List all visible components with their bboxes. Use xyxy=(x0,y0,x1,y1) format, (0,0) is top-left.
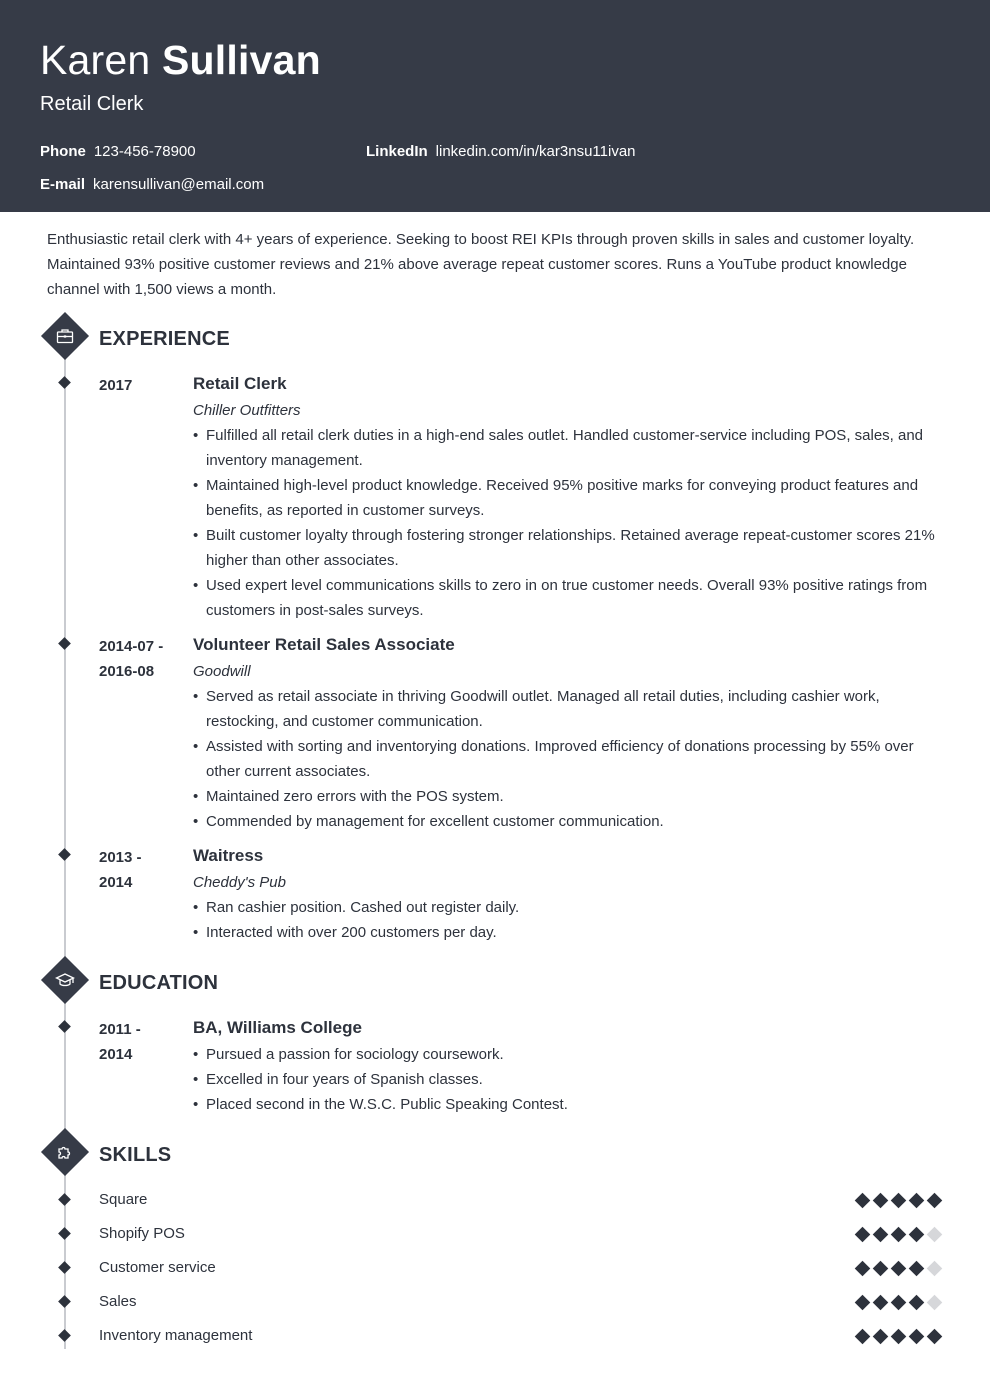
job-bullets xyxy=(193,423,943,623)
job-entry xyxy=(193,844,943,945)
skill-rating xyxy=(857,1329,953,1343)
rating-diamond-filled xyxy=(909,1193,925,1209)
timeline-marker xyxy=(58,1193,71,1206)
rating-diamond-filled xyxy=(873,1329,889,1345)
bullet-item: • Maintained zero errors with the POS system. xyxy=(193,784,943,809)
timeline-marker xyxy=(58,637,71,650)
timeline-marker xyxy=(58,848,71,861)
company-name: Cheddy's Pub xyxy=(193,874,286,891)
bullet-item: • Assisted with sorting and inventorying donations. Improved efficiency of donations processing by 55% over other current associates. xyxy=(193,734,943,784)
date-end: 2014 xyxy=(99,1046,133,1063)
job-title: Volunteer Retail Sales Associate xyxy=(193,635,455,654)
bullet-item: • Built customer loyalty through fostering stronger relationships. Retained average repeat-customer scores 21% higher than other associates. xyxy=(193,523,943,573)
graduation-cap-icon xyxy=(50,965,80,995)
rating-diamond-filled xyxy=(891,1193,907,1209)
skill-rating xyxy=(857,1193,953,1207)
section-title-skills: SKILLS xyxy=(99,1144,172,1166)
job-entry xyxy=(193,372,943,623)
skill-name: Inventory management xyxy=(99,1327,253,1344)
rating-diamond-filled xyxy=(873,1227,889,1243)
bullet-item: • Commended by management for excellent customer communication. xyxy=(193,809,943,834)
rating-diamond-filled xyxy=(855,1227,871,1243)
skill-rating xyxy=(857,1227,953,1241)
skill-name: Square xyxy=(99,1191,148,1208)
email-label: E-mail xyxy=(40,176,86,193)
resume-header xyxy=(0,0,990,212)
bullet-item: • Used expert level communications skills to zero in on true customer needs. Overall 93% positive ratings from customers in post-sales surveys. xyxy=(193,573,943,623)
date-end: 2016-08 xyxy=(99,663,155,680)
job-entry xyxy=(193,633,943,834)
rating-diamond-empty xyxy=(927,1261,943,1277)
rating-diamond-filled xyxy=(909,1227,925,1243)
profile-summary: Enthusiastic retail clerk with 4+ years of experience. Seeking to boost REI KPIs through proven skills in sales and customer loyalty. Maintained 93% positive customer reviews and 21% above average repeat customer scores. Runs a YouTube product knowledge channel with 1,500 views a month. xyxy=(47,231,915,298)
linkedin-link[interactable]: linkedin.com/in/kar3nsu11ivan xyxy=(435,143,636,160)
timeline-marker xyxy=(58,376,71,389)
bullet-item: • Pursued a passion for sociology coursework. xyxy=(193,1042,943,1067)
rating-diamond-filled xyxy=(873,1261,889,1277)
rating-diamond-filled xyxy=(909,1329,925,1345)
job-title: Waitress xyxy=(193,846,264,865)
email-link[interactable]: karensullivan@email.com xyxy=(93,176,265,193)
job-date xyxy=(99,373,185,398)
rating-diamond-filled xyxy=(891,1261,907,1277)
rating-diamond-filled xyxy=(855,1261,871,1277)
contact-linkedin xyxy=(366,142,636,162)
timeline-marker xyxy=(58,1295,71,1308)
education-date xyxy=(99,1017,185,1067)
rating-diamond-empty xyxy=(927,1227,943,1243)
degree-title: BA, Williams College xyxy=(193,1018,362,1037)
last-name: Sullivan xyxy=(162,37,321,83)
bullet-item: • Placed second in the W.S.C. Public Speaking Contest. xyxy=(193,1092,943,1117)
contact-phone xyxy=(40,142,196,162)
skill-rating xyxy=(857,1295,953,1309)
rating-diamond-filled xyxy=(909,1261,925,1277)
bullet-item: • Interacted with over 200 customers per day. xyxy=(193,920,943,945)
rating-diamond-filled xyxy=(927,1193,943,1209)
date-end: 2014 xyxy=(99,874,133,891)
rating-diamond-filled xyxy=(873,1295,889,1311)
bullet-item: • Ran cashier position. Cashed out register daily. xyxy=(193,895,943,920)
puzzle-icon xyxy=(50,1137,80,1167)
job-title: Retail Clerk xyxy=(193,374,287,393)
bullet-item: • Excelled in four years of Spanish classes. xyxy=(193,1067,943,1092)
briefcase-icon xyxy=(50,321,80,351)
section-title-education: EDUCATION xyxy=(99,972,219,994)
job-bullets xyxy=(193,684,943,834)
section-title-experience: EXPERIENCE xyxy=(99,328,230,350)
bullet-item: • Served as retail associate in thriving Goodwill outlet. Managed all retail duties, including cashier work, restocking, and customer communication. xyxy=(193,684,943,734)
rating-diamond-filled xyxy=(855,1329,871,1345)
rating-diamond-filled xyxy=(855,1193,871,1209)
timeline-marker xyxy=(58,1329,71,1342)
skill-rating xyxy=(857,1261,953,1275)
phone-value: 123-456-78900 xyxy=(93,143,196,160)
timeline-marker xyxy=(58,1227,71,1240)
first-name: Karen xyxy=(40,37,151,83)
education-entry xyxy=(193,1016,943,1117)
job-date xyxy=(99,845,185,895)
rating-diamond-empty xyxy=(927,1295,943,1311)
company-name: Chiller Outfitters xyxy=(193,402,301,419)
rating-diamond-filled xyxy=(891,1295,907,1311)
date-start: 2017 xyxy=(99,377,133,394)
phone-label: Phone xyxy=(40,143,86,160)
date-start: 2013 - xyxy=(99,849,142,866)
timeline-marker xyxy=(58,1020,71,1033)
skill-name: Customer service xyxy=(99,1259,216,1276)
company-name: Goodwill xyxy=(193,663,251,680)
rating-diamond-filled xyxy=(909,1295,925,1311)
bullet-item: • Maintained high-level product knowledge. Received 95% positive marks for conveying product features and benefits, as reported in customer surveys. xyxy=(193,473,943,523)
job-date xyxy=(99,634,185,684)
rating-diamond-filled xyxy=(873,1193,889,1209)
skill-name: Shopify POS xyxy=(99,1225,185,1242)
date-start: 2014-07 - xyxy=(99,638,164,655)
date-start: 2011 - xyxy=(99,1021,141,1038)
rating-diamond-filled xyxy=(891,1329,907,1345)
rating-diamond-filled xyxy=(927,1329,943,1345)
linkedin-label: LinkedIn xyxy=(366,143,428,160)
rating-diamond-filled xyxy=(891,1227,907,1243)
job-title: Retail Clerk xyxy=(40,93,144,115)
bullet-item: • Fulfilled all retail clerk duties in a high-end sales outlet. Handled customer-service including POS, sales, and inventory management. xyxy=(193,423,943,473)
candidate-name xyxy=(40,36,321,84)
contact-email xyxy=(40,175,264,195)
education-bullets xyxy=(193,1042,943,1117)
skill-name: Sales xyxy=(99,1293,137,1310)
job-bullets xyxy=(193,895,943,945)
timeline-marker xyxy=(58,1261,71,1274)
rating-diamond-filled xyxy=(855,1295,871,1311)
